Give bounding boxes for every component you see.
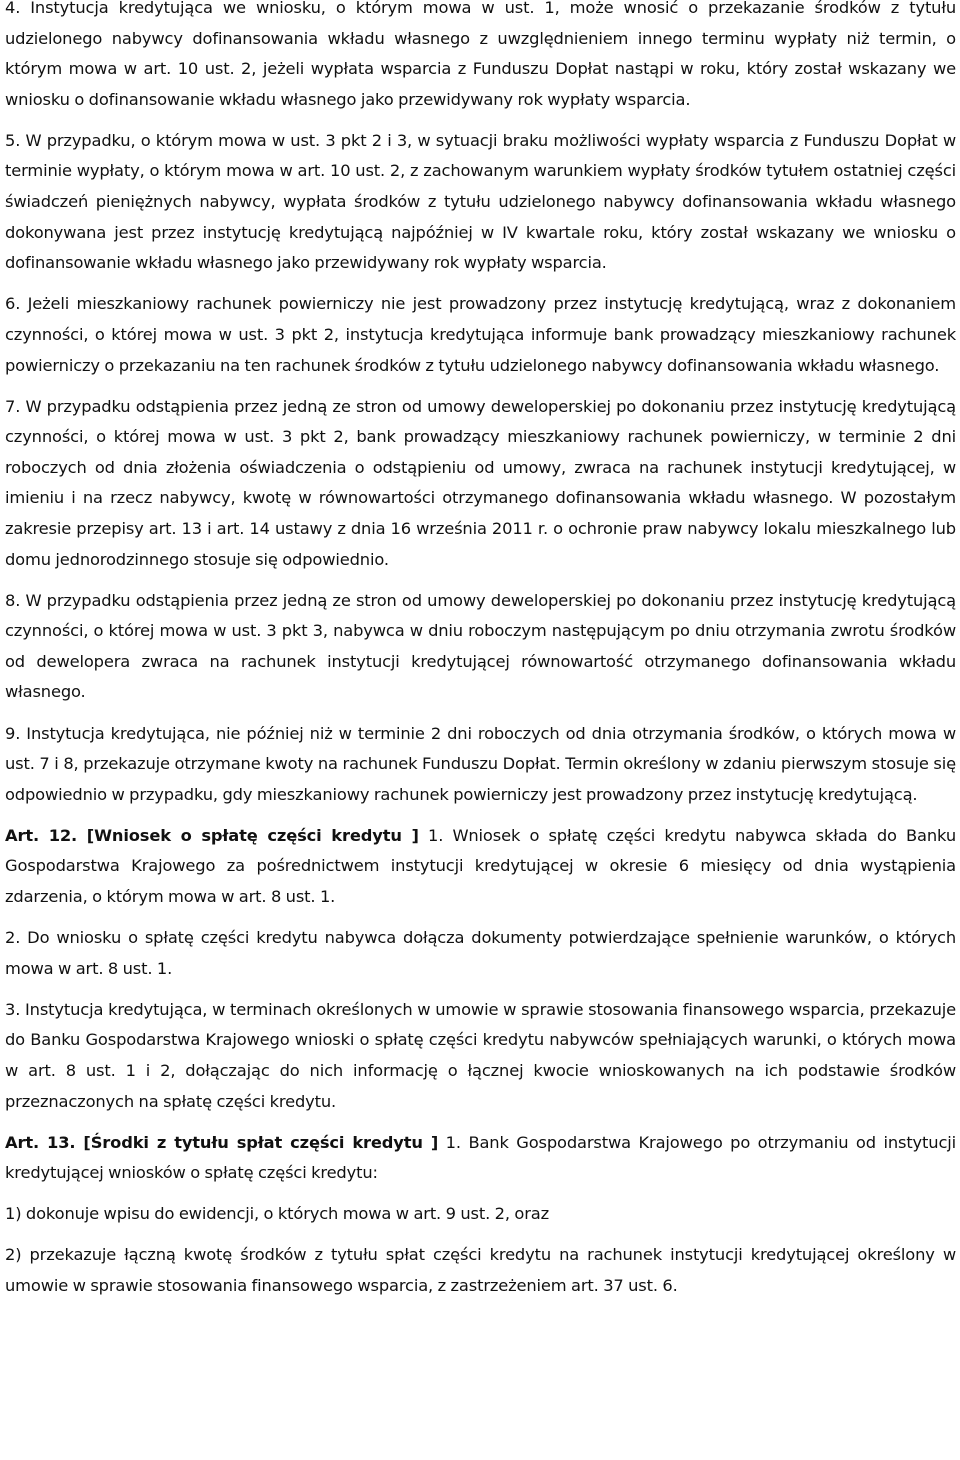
paragraph-text: 1. Bank Gospodarstwa Krajowego po otrzymaniu od instytucji kredytującej wniosków o spłatę części kredytu:: [5, 1132, 956, 1183]
paragraph-5: [5, 126, 956, 279]
paragraph-text: 8. W przypadku odstąpienia przez jedną ze stron od umowy deweloperskiej po dokonaniu przez instytucję kredytującą czynności, o której mowa w ust. 3 pkt 3, nabywca w dniu roboczym następującym po dniu otrzymania zwrotu środków od dewelopera zwraca na rachunek instytucji kredytującej równowartość otrzymanego dofinansowania wkładu własnego.: [5, 590, 956, 702]
article-12-heading: Art. 12. [Wniosek o spłatę części kredytu ]: [5, 825, 419, 845]
paragraph-text: 4. Instytucja kredytująca we wniosku, o którym mowa w ust. 1, może wnosić o przekazanie środków z tytułu udzielonego nabywcy dofinansowania wkładu własnego z uwzględnieniem innego terminu wypłaty niż termin, o którym mowa w art. 10 ust. 2, jeżeli wypłata wsparcia z Funduszu Dopłat nastąpi w roku, który został wskazany we wniosku o dofinansowanie wkładu własnego jako przewidywany rok wypłaty wsparcia.: [5, 0, 956, 109]
paragraph-text: 1) dokonuje wpisu do ewidencji, o których mowa w art. 9 ust. 2, oraz: [5, 1204, 549, 1224]
article-13-heading: Art. 13. [Środki z tytułu spłat części kredytu ]: [5, 1132, 439, 1152]
article-13-paragraph-1: [5, 1128, 956, 1189]
paragraph-text: 6. Jeżeli mieszkaniowy rachunek powierniczy nie jest prowadzony przez instytucję kredytującą, wraz z dokonaniem czynności, o której mowa w ust. 3 pkt 2, instytucja kredytująca informuje bank prowadzący mieszkaniowy rachunek powierniczy o przekazaniu na ten rachunek środków z tytułu udzielonego nabywcy dofinansowania wkładu własnego.: [5, 294, 956, 375]
article-12-paragraph-1: [5, 821, 956, 913]
paragraph-text: 9. Instytucja kredytująca, nie później niż w terminie 2 dni roboczych od dnia otrzymania środków, o których mowa w ust. 7 i 8, przekazuje otrzymane kwoty na rachunek Funduszu Dopłat. Termin określony w zdaniu pierwszym stosuje się odpowiednio w przypadku, gdy mieszkaniowy rachunek powierniczy jest prowadzony przez instytucję kredytującą.: [5, 723, 956, 804]
article-13-point-1: [5, 1199, 956, 1230]
paragraph-text: 2) przekazuje łączną kwotę środków z tytułu spłat części kredytu na rachunek instytucji kredytującej określony w umowie w sprawie stosowania finansowego wsparcia, z zastrzeżeniem art. 37 ust. 6.: [5, 1245, 956, 1296]
paragraph-text: 3. Instytucja kredytująca, w terminach określonych w umowie w sprawie stosowania finansowego wsparcia, przekazuje do Banku Gospodarstwa Krajowego wnioski o spłatę części kredytu nabywców spełniających warunki, o których mowa w art. 8 ust. 1 i 2, dołączając do nich informację o łącznej kwocie wnioskowanych na ich podstawie środków przeznaczonych na spłatę części kredytu.: [5, 999, 956, 1111]
article-13-point-2: [5, 1240, 956, 1301]
paragraph-text: 1. Wniosek o spłatę części kredytu nabywca składa do Banku Gospodarstwa Krajowego za pośrednictwem instytucji kredytującej w okresie 6 miesięcy od dnia wystąpienia zdarzenia, o którym mowa w art. 8 ust. 1.: [5, 825, 956, 907]
paragraph-6: [5, 289, 956, 381]
paragraph-9: [5, 719, 956, 811]
paragraph-text: 5. W przypadku, o którym mowa w ust. 3 pkt 2 i 3, w sytuacji braku możliwości wypłaty wsparcia z Funduszu Dopłat w terminie wypłaty, o którym mowa w art. 10 ust. 2, z zachowanym warunkiem wypłaty środków tytułem ostatniej części świadczeń pieniężnych nabywcy, wypłata środków z tytułu udzielonego nabywcy dofinansowania wkładu własnego dokonywana jest przez instytucję kredytującą najpóźniej w IV kwartale roku, który został wskazany we wniosku o dofinansowanie wkładu własnego jako przewidywany rok wypłaty wsparcia.: [5, 130, 956, 273]
article-12-paragraph-2: [5, 923, 956, 984]
paragraph-7: [5, 392, 956, 576]
article-12-paragraph-3: [5, 995, 956, 1117]
paragraph-text: 2. Do wniosku o spłatę części kredytu nabywca dołącza dokumenty potwierdzające spełnienie warunków, o których mowa w art. 8 ust. 1.: [5, 928, 956, 978]
paragraph-4: [5, 0, 956, 115]
document-page: [5, 0, 956, 1302]
paragraph-text: 7. W przypadku odstąpienia przez jedną ze stron od umowy deweloperskiej po dokonaniu przez instytucję kredytującą czynności, o której mowa w ust. 3 pkt 2, bank prowadzący mieszkaniowy rachunek powierniczy, w terminie 2 dni roboczych od dnia złożenia oświadczenia o odstąpieniu od umowy, zwraca na rachunek instytucji kredytującej, w imieniu i na rzecz nabywcy, kwotę w równowartości otrzymanego dofinansowania wkładu własnego. W pozostałym zakresie przepisy art. 13 i art. 14 ustawy z dnia 16 września 2011 r. o ochronie praw nabywcy lokalu mieszkalnego lub domu jednorodzinnego stosuje się odpowiednio.: [5, 396, 956, 569]
paragraph-8: [5, 586, 956, 708]
